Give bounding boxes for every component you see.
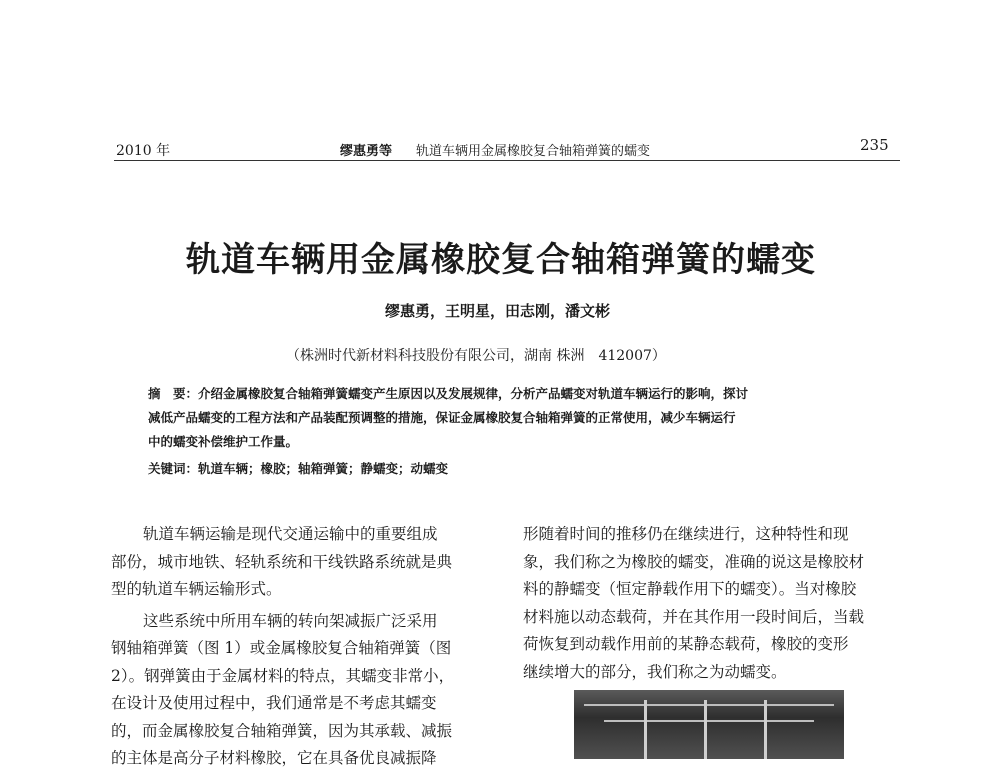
body-line: 在设计及使用过程中，我们通常是不考虑其蠕变 [111, 694, 437, 712]
figure-detail [604, 720, 814, 722]
abstract-line: 中的蠕变补偿维护工作量。 [148, 434, 299, 449]
body-line: 料的静蠕变（恒定静载作用下的蠕变）。当对橡胶 [523, 580, 857, 598]
article-affiliation: （株洲时代新材料科技股份有限公司，湖南 株洲 412007） [286, 348, 666, 364]
header-year: 2010 年 [116, 143, 171, 159]
header-running-title: 轨道车辆用金属橡胶复合轴箱弹簧的蠕变 [416, 144, 651, 159]
body-line: 材料施以动态载荷，并在其作用一段时间后，当载 [523, 607, 865, 626]
figure-photo [574, 690, 844, 759]
body-right-column [523, 521, 913, 686]
body-line: 继续增大的部分，我们称之为动蠕变。 [523, 662, 787, 681]
header-divider [114, 160, 900, 161]
header-authors: 缪惠勇等 [340, 144, 393, 159]
figure-detail [704, 700, 707, 759]
header-page-number: 235 [860, 136, 889, 154]
body-line: 2）。钢弹簧由于金属材料的特点，其蠕变非常小， [111, 666, 455, 685]
figure-detail [584, 704, 834, 706]
figure-detail [764, 700, 767, 759]
abstract-line: 摘 要：介绍金属橡胶复合轴箱弹簧蠕变产生原因以及发展规律，分析产品蠕变对轨道车辆运行的影响，探讨 [148, 386, 749, 401]
figure-detail [644, 700, 647, 759]
body-line: 形随着时间的推移仍在继续进行，这种特性和现 [523, 525, 849, 543]
body-line: 的主体是高分子材料橡胶，它在具备优良减振降 [111, 749, 437, 767]
keywords: 关键词：轨道车辆；橡胶；轴箱弹簧；静蠕变；动蠕变 [148, 461, 449, 476]
body-line: 的，而金属橡胶复合轴箱弹簧，因为其承载、减振 [111, 721, 453, 740]
article-title: 轨道车辆用金属橡胶复合轴箱弹簧的蠕变 [186, 240, 816, 280]
body-left-column [111, 521, 501, 773]
abstract-line: 减低产品蠕变的工程方法和产品装配预调整的措施，保证金属橡胶复合轴箱弹簧的正常使用，减少车辆运行 [148, 410, 736, 425]
body-line: 钢轴箱弹簧（图 1）或金属橡胶复合轴箱弹簧（图 [111, 639, 452, 657]
body-line: 轨道车辆运输是现代交通运输中的重要组成 [143, 525, 438, 543]
body-line: 型的轨道车辆运输形式。 [111, 580, 282, 598]
article-authors: 缪惠勇，王明星，田志刚，潘文彬 [385, 302, 611, 320]
body-line: 部份，城市地铁、轻轨系统和干线铁路系统就是典 [111, 552, 453, 571]
body-line: 这些系统中所用车辆的转向架减振广泛采用 [143, 611, 438, 630]
body-line: 荷恢复到动载作用前的某静态载荷，橡胶的变形 [523, 635, 849, 653]
body-line: 象，我们称之为橡胶的蠕变，准确的说这是橡胶材 [523, 552, 865, 571]
